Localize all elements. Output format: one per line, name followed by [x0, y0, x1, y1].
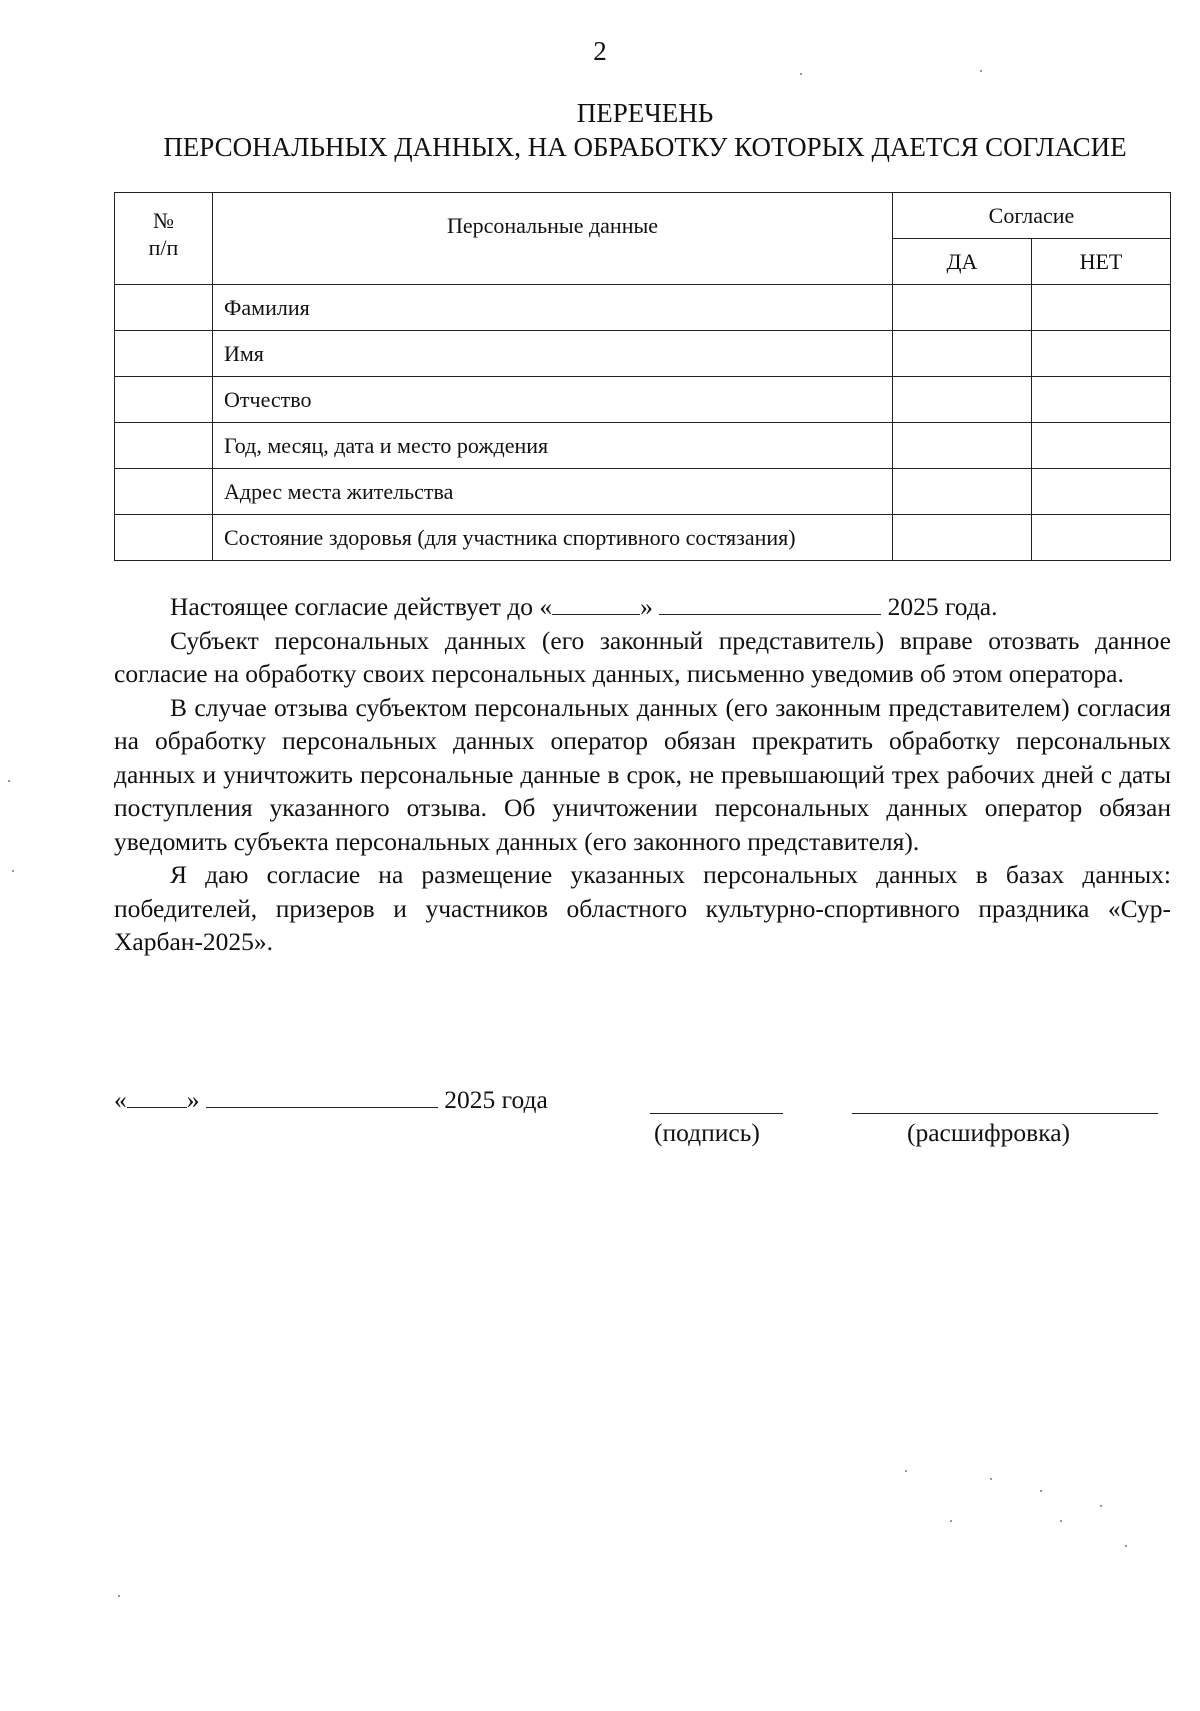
decoding-caption: (расшифровка) [907, 1118, 1071, 1147]
scan-speck [950, 1520, 952, 1522]
row-number-cell [115, 377, 213, 423]
scan-speck [1100, 1505, 1102, 1507]
no-cell[interactable] [1032, 285, 1171, 331]
row-number-cell [115, 331, 213, 377]
row-number-cell [115, 285, 213, 331]
date-open-quote: « [114, 1085, 127, 1114]
signature-day-blank[interactable] [127, 1083, 187, 1108]
table-row [115, 469, 1171, 515]
scan-speck [12, 870, 14, 872]
scan-speck [980, 70, 982, 72]
column-no-header: НЕТ [1032, 239, 1171, 285]
table-row [115, 515, 1171, 561]
table-row [115, 285, 1171, 331]
row-label: Имя [213, 331, 893, 377]
personal-data-table [114, 192, 1171, 561]
body-text [114, 590, 1171, 959]
yes-cell[interactable] [893, 377, 1032, 423]
row-number-cell [115, 423, 213, 469]
no-cell[interactable] [1032, 423, 1171, 469]
no-cell[interactable] [1032, 469, 1171, 515]
no-cell[interactable] [1032, 331, 1171, 377]
title-line-2: ПЕРСОНАЛЬНЫХ ДАННЫХ, НА ОБРАБОТКУ КОТОРЫХ ДАЕТСЯ СОГЛАСИЕ [163, 132, 1127, 162]
column-number-header [115, 193, 213, 285]
page-number: 2 [593, 36, 607, 66]
signature-line[interactable] [650, 1113, 783, 1114]
scan-speck [800, 73, 802, 75]
column-yes-header: ДА [893, 239, 1032, 285]
paragraph-revoke-right: Субъект персональных данных (его законный представитель) вправе отозвать данное согласие на обработку своих персональных данных, письменно уведомив об этом оператора. [114, 625, 1171, 688]
table-row [115, 423, 1171, 469]
decoding-line[interactable] [852, 1113, 1158, 1114]
table-row [115, 377, 1171, 423]
signature-month-blank[interactable] [206, 1083, 438, 1108]
column-number-label: № [153, 208, 174, 233]
date-close-quote: » [186, 1085, 200, 1114]
yes-cell[interactable] [893, 285, 1032, 331]
validity-prefix: Настоящее согласие действует до « [170, 592, 553, 621]
signature-caption: (подпись) [654, 1118, 760, 1147]
column-personal-data-header: Персональные данные [213, 193, 893, 285]
table-row [115, 331, 1171, 377]
row-label: Адрес места жительства [213, 469, 893, 515]
scan-speck [905, 1470, 907, 1472]
scan-speck [1060, 1520, 1062, 1522]
row-label: Отчество [213, 377, 893, 423]
yes-cell[interactable] [893, 515, 1032, 561]
signature-year: 2025 года [444, 1085, 548, 1114]
signature-date [114, 1083, 548, 1115]
scan-speck [990, 1478, 992, 1480]
scan-speck [8, 780, 10, 782]
row-number-cell [115, 469, 213, 515]
row-label: Год, месяц, дата и место рождения [213, 423, 893, 469]
title-line-1: ПЕРЕЧЕНЬ [576, 98, 714, 128]
yes-cell[interactable] [893, 423, 1032, 469]
paragraph-database-consent: Я даю согласие на размещение указанных персональных данных в базах данных: победителей, призеров и участников областного культурно-спортивного праздника «Сур-Харбан-2025». [114, 860, 1171, 956]
scan-speck [1125, 1545, 1127, 1547]
day-blank[interactable] [552, 590, 640, 615]
validity-mid: » [640, 592, 653, 621]
no-cell[interactable] [1032, 515, 1171, 561]
yes-cell[interactable] [893, 469, 1032, 515]
scan-speck [118, 1595, 120, 1597]
row-label: Фамилия [213, 285, 893, 331]
validity-suffix: 2025 года. [887, 592, 998, 621]
row-label: Состояние здоровья (для участника спортивного состязания) [213, 515, 893, 561]
month-blank[interactable] [659, 590, 881, 615]
scan-speck [1040, 1490, 1042, 1492]
paragraph-revoke-procedure: В случае отзыва субъектом персональных данных (его законным представителем) согласия на обработку персональных данных оператор обязан прекратить обработку персональных данных и уничтожить персональные данные в срок, не превышающий трех рабочих дней с даты поступления указанного отзыва. Об уничтожении персональных данных оператор обязан уведомить субъекта персональных данных (его законного представителя). [114, 692, 1171, 856]
row-number-cell [115, 515, 213, 561]
yes-cell[interactable] [893, 331, 1032, 377]
no-cell[interactable] [1032, 377, 1171, 423]
validity-paragraph [114, 590, 1171, 624]
column-number-sublabel: п/п [148, 235, 179, 260]
column-consent-header: Согласие [893, 193, 1171, 239]
